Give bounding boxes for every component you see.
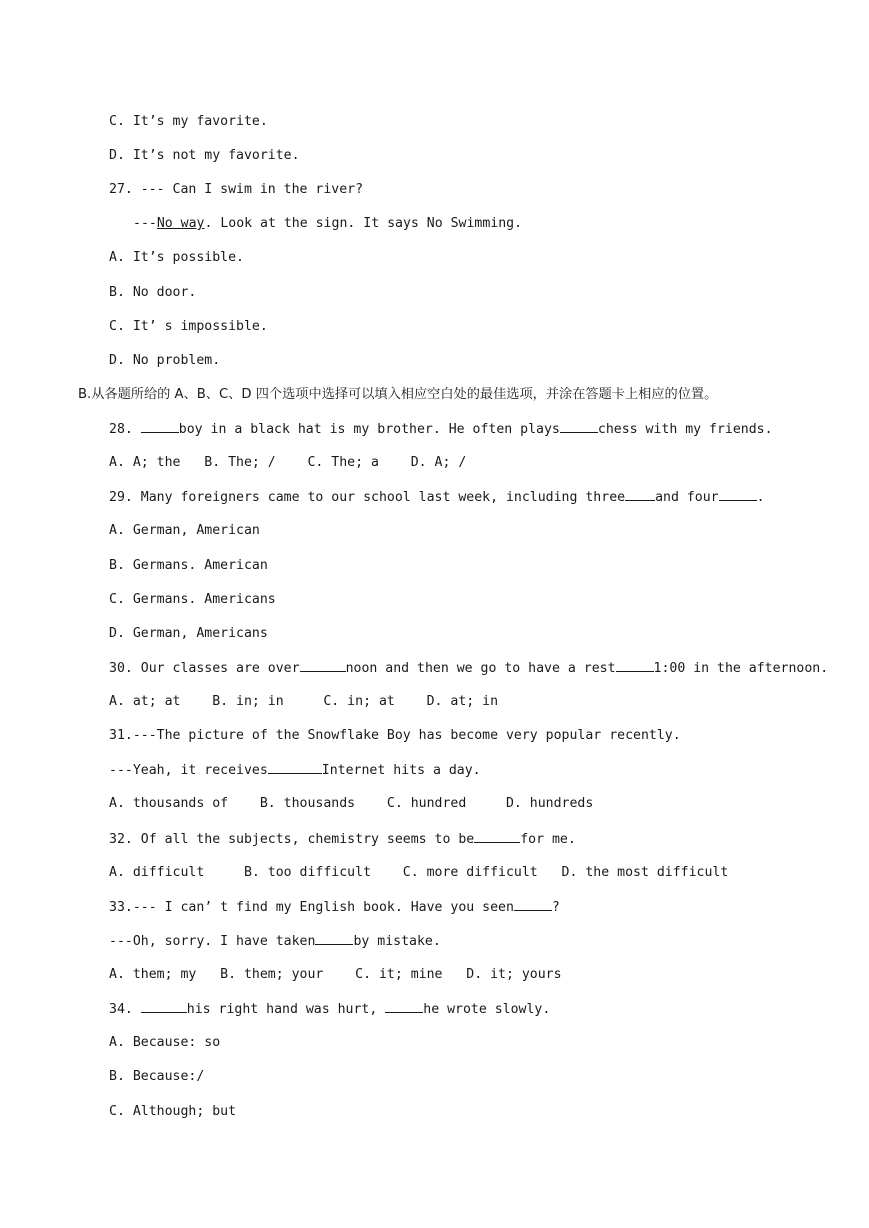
q28-options: A. A; the B. The; / C. The; a D. A; /: [109, 455, 467, 470]
q32-text-2: for me.: [520, 832, 576, 847]
q30-text-3: 1:00 in the afternoon.: [653, 661, 829, 676]
q30-text-1: 30. Our classes are over: [109, 661, 300, 676]
q34-text-2: he wrote slowly.: [423, 1002, 551, 1017]
q33-line-2: [109, 932, 441, 951]
q34-option-a: A. Because: so: [109, 1035, 221, 1050]
q28-text-2: chess with my friends.: [597, 422, 773, 437]
q29-text-2: and four: [655, 490, 719, 505]
q30-question: [109, 659, 828, 678]
q34-question: [109, 1000, 550, 1019]
section-b-instruction: B.从各题所给的 A、B、C、D 四个选项中选择可以填入相应空白处的最佳选项，并涂在答题卡上相应的位置。: [78, 387, 718, 402]
answer-blank: [141, 420, 179, 433]
q29-question: [109, 488, 765, 507]
answer-blank: [514, 898, 552, 911]
q31-options: A. thousands of B. thousands C. hundred D. hundreds: [109, 796, 594, 811]
answer-blank: [268, 761, 322, 774]
q31-line-2: [109, 761, 481, 780]
q33-text-2: ?: [551, 900, 560, 915]
q33-options: A. them; my B. them; your C. it; mine D. it; yours: [109, 967, 562, 982]
q28-text-1: boy in a black hat is my brother. He often plays: [178, 422, 560, 437]
q29-text-3: .: [756, 490, 765, 505]
q27-prompt: 27. --- Can I swim in the river?: [109, 182, 364, 197]
answer-blank: [616, 659, 654, 672]
q27-reply-underlined: No way: [156, 216, 205, 231]
q29-option-c: C. Germans. Americans: [109, 592, 276, 607]
q27-reply-prefix: ---: [133, 216, 157, 231]
answer-blank: [625, 488, 655, 501]
q33-line-1: [109, 898, 560, 917]
q29-option-a: A. German, American: [109, 523, 260, 538]
answer-blank: [315, 932, 353, 945]
q26-option-c: C. It’s my favorite.: [109, 114, 268, 129]
q29-option-b: B. Germans. American: [109, 558, 268, 573]
q31-line-1: 31.---The picture of the Snowflake Boy has become very popular recently.: [109, 728, 681, 743]
q33-text-1: 33.--- I can’ t find my English book. Have you seen: [109, 900, 514, 915]
q32-text-1: 32. Of all the subjects, chemistry seems to be: [109, 832, 475, 847]
answer-blank: [474, 830, 520, 843]
q29-text-1: 29. Many foreigners came to our school last week, including three: [109, 490, 626, 505]
answer-blank: [300, 659, 346, 672]
q27-option-b: B. No door.: [109, 285, 197, 300]
q34-number: 34.: [109, 1002, 141, 1017]
q31-text-1: ---Yeah, it receives: [109, 763, 268, 778]
q28-question: [109, 420, 773, 439]
q30-text-2: noon and then we go to have a rest: [345, 661, 616, 676]
q32-question: [109, 830, 576, 849]
q34-option-b: B. Because:/: [109, 1069, 205, 1084]
q32-options: A. difficult B. too difficult C. more difficult D. the most difficult: [109, 865, 729, 880]
q30-options: A. at; at B. in; in C. in; at D. at; in: [109, 694, 499, 709]
q27-reply: [133, 215, 522, 233]
answer-blank: [560, 420, 598, 433]
answer-blank: [719, 488, 757, 501]
q26-option-d: D. It’s not my favorite.: [109, 148, 300, 163]
q33-text-3: ---Oh, sorry. I have taken: [109, 934, 316, 949]
q28-number: 28.: [109, 422, 141, 437]
q34-option-c: C. Although; but: [109, 1104, 237, 1119]
q27-option-c: C. It’ s impossible.: [109, 319, 268, 334]
q27-option-d: D. No problem.: [109, 353, 221, 368]
answer-blank: [141, 1000, 187, 1013]
q33-text-4: by mistake.: [353, 934, 441, 949]
q27-reply-rest: . Look at the sign. It says No Swimming.: [204, 216, 523, 231]
q27-option-a: A. It’s possible.: [109, 250, 244, 265]
q34-text-1: his right hand was hurt,: [186, 1002, 386, 1017]
answer-blank: [385, 1000, 423, 1013]
q29-option-d: D. German, Americans: [109, 626, 268, 641]
q31-text-2: Internet hits a day.: [321, 763, 481, 778]
